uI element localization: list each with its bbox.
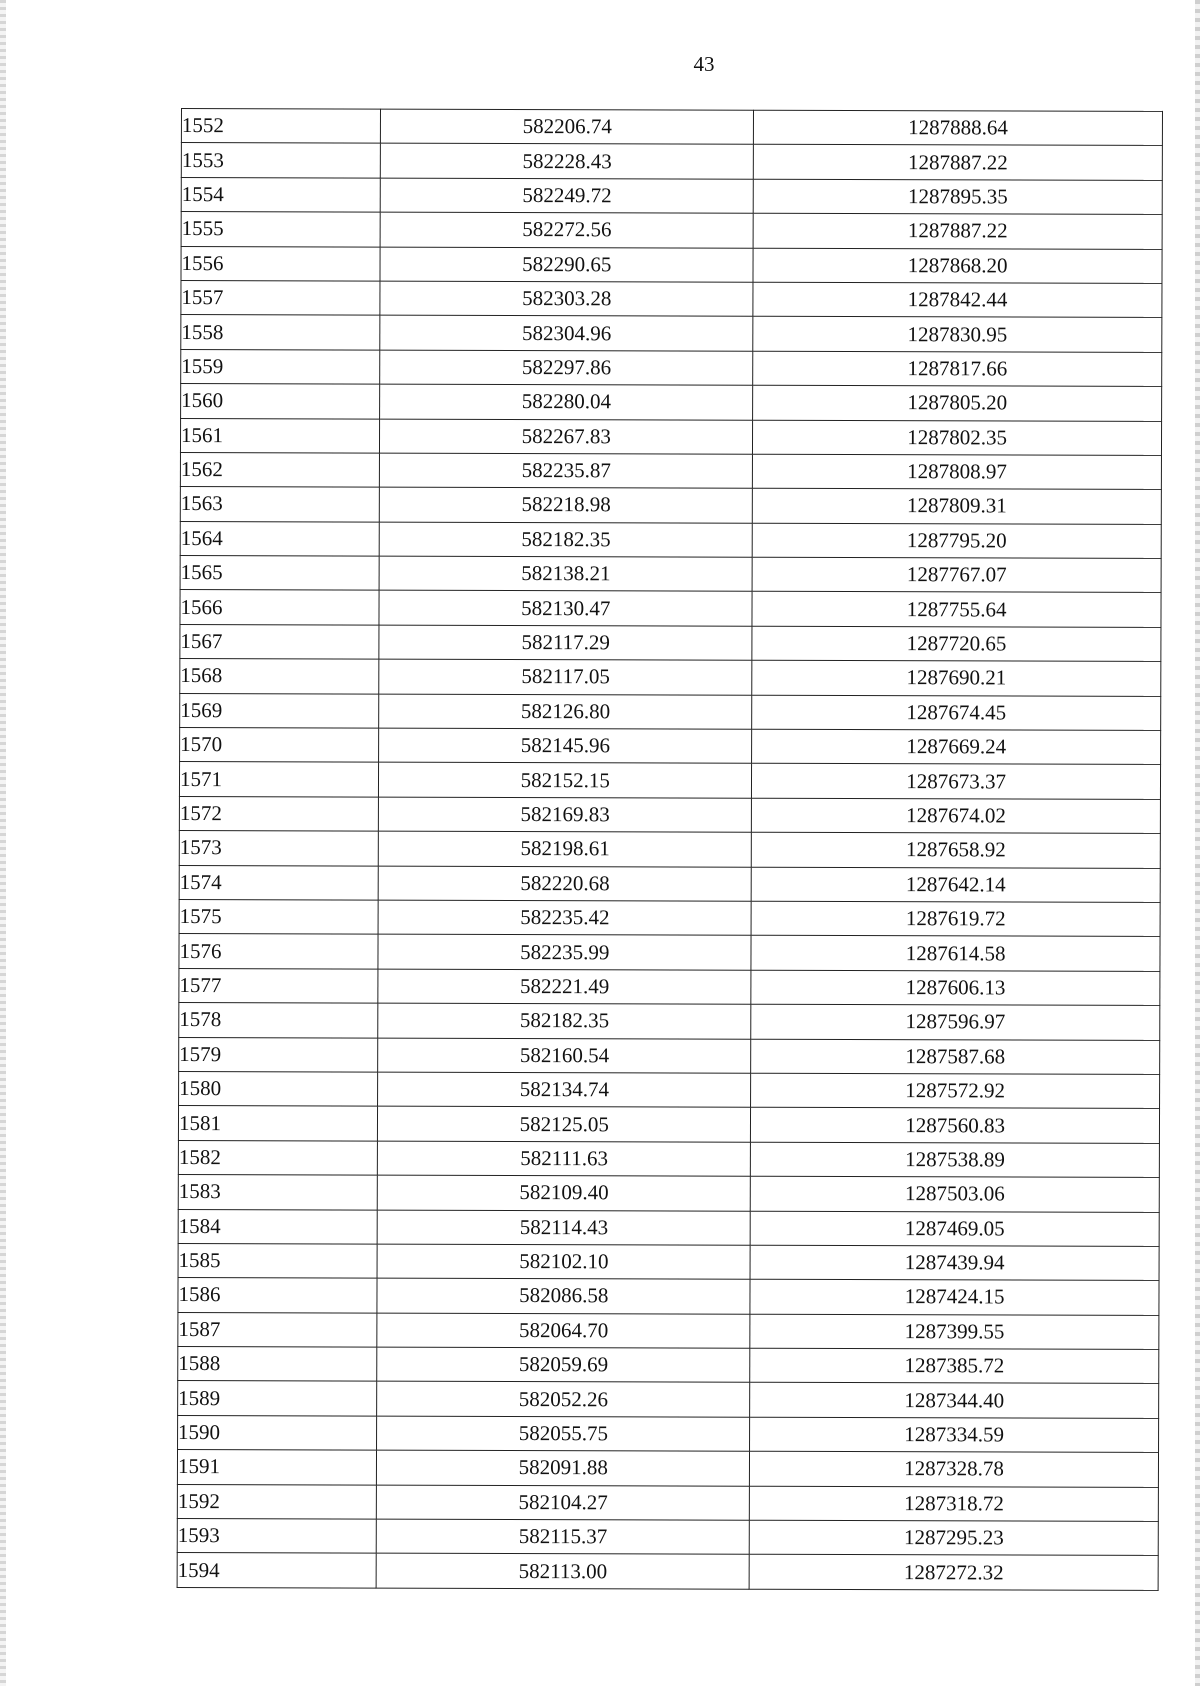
y-coordinate-cell: 1287587.68: [751, 1039, 1160, 1075]
x-coordinate-cell: 582297.86: [380, 350, 753, 385]
table-row: [178, 1312, 1159, 1349]
table-row: [179, 1003, 1160, 1040]
y-coordinate-cell: 1287560.83: [751, 1108, 1160, 1144]
x-coordinate-cell: 582235.87: [380, 453, 753, 488]
x-coordinate-cell: 582126.80: [379, 694, 752, 729]
table-row: [180, 418, 1161, 455]
x-coordinate-cell: 582064.70: [377, 1313, 750, 1348]
x-coordinate-cell: 582235.99: [378, 934, 751, 969]
table-row: [181, 315, 1162, 352]
point-id-cell: 1577: [179, 968, 378, 1003]
table-row: [177, 1450, 1158, 1487]
point-id-cell: 1590: [178, 1415, 377, 1450]
table-row: [178, 1243, 1159, 1280]
table-row: [178, 1209, 1159, 1246]
x-coordinate-cell: 582267.83: [380, 419, 753, 454]
x-coordinate-cell: 582304.96: [380, 315, 753, 350]
y-coordinate-cell: 1287596.97: [751, 1004, 1160, 1040]
point-id-cell: 1573: [179, 831, 378, 866]
y-coordinate-cell: 1287439.94: [750, 1245, 1159, 1281]
table-row: [181, 246, 1162, 283]
point-id-cell: 1571: [179, 762, 378, 797]
point-id-cell: 1564: [180, 521, 379, 556]
coordinates-table: [177, 108, 1163, 1591]
table-row: [178, 1140, 1159, 1177]
y-coordinate-cell: 1287614.58: [751, 936, 1160, 972]
table-row: [180, 487, 1161, 524]
table-row: [178, 1106, 1159, 1143]
point-id-cell: 1562: [180, 452, 379, 487]
x-coordinate-cell: 582198.61: [379, 831, 752, 866]
point-id-cell: 1593: [177, 1519, 376, 1554]
x-coordinate-cell: 582303.28: [380, 281, 753, 316]
x-coordinate-cell: 582109.40: [378, 1175, 751, 1210]
x-coordinate-cell: 582220.68: [379, 866, 752, 901]
table-row: [180, 590, 1161, 627]
x-coordinate-cell: 582086.58: [377, 1278, 750, 1313]
table-row: [181, 384, 1162, 421]
point-id-cell: 1560: [181, 384, 380, 419]
table-row: [178, 1347, 1159, 1384]
coordinates-table-body: [177, 109, 1162, 1591]
point-id-cell: 1570: [180, 728, 379, 763]
y-coordinate-cell: 1287795.20: [752, 523, 1161, 559]
x-coordinate-cell: 582111.63: [378, 1141, 751, 1176]
point-id-cell: 1589: [178, 1381, 377, 1416]
y-coordinate-cell: 1287809.31: [752, 488, 1161, 524]
point-id-cell: 1574: [179, 865, 378, 900]
x-coordinate-cell: 582134.74: [378, 1072, 751, 1107]
point-id-cell: 1591: [177, 1450, 376, 1485]
table-row: [179, 796, 1160, 833]
y-coordinate-cell: 1287767.07: [752, 557, 1161, 593]
y-coordinate-cell: 1287344.40: [750, 1383, 1159, 1419]
y-coordinate-cell: 1287868.20: [753, 248, 1162, 284]
table-row: [181, 143, 1162, 180]
y-coordinate-cell: 1287802.35: [753, 420, 1162, 456]
point-id-cell: 1587: [178, 1312, 377, 1347]
table-row: [180, 693, 1161, 730]
table-row: [179, 865, 1160, 902]
y-coordinate-cell: 1287642.14: [751, 867, 1160, 903]
point-id-cell: 1586: [178, 1278, 377, 1313]
table-row: [178, 1278, 1159, 1315]
y-coordinate-cell: 1287538.89: [751, 1142, 1160, 1178]
x-coordinate-cell: 582182.35: [378, 1003, 751, 1038]
x-coordinate-cell: 582280.04: [380, 384, 753, 419]
y-coordinate-cell: 1287690.21: [752, 660, 1161, 696]
table-row: [181, 177, 1162, 214]
table-row: [180, 728, 1161, 765]
point-id-cell: 1566: [180, 590, 379, 625]
x-coordinate-cell: 582091.88: [377, 1450, 750, 1485]
x-coordinate-cell: 582249.72: [381, 178, 754, 213]
point-id-cell: 1579: [179, 1037, 378, 1072]
point-id-cell: 1578: [179, 1003, 378, 1038]
x-coordinate-cell: 582182.35: [380, 522, 753, 557]
x-coordinate-cell: 582218.98: [380, 487, 753, 522]
table-row: [180, 452, 1161, 489]
point-id-cell: 1592: [177, 1484, 376, 1519]
x-coordinate-cell: 582290.65: [380, 247, 753, 282]
point-id-cell: 1552: [181, 109, 380, 144]
point-id-cell: 1556: [181, 246, 380, 281]
x-coordinate-cell: 582221.49: [378, 969, 751, 1004]
y-coordinate-cell: 1287606.13: [751, 970, 1160, 1006]
y-coordinate-cell: 1287842.44: [753, 282, 1162, 318]
y-coordinate-cell: 1287674.45: [752, 695, 1161, 731]
point-id-cell: 1568: [180, 659, 379, 694]
table-row: [178, 1381, 1159, 1418]
y-coordinate-cell: 1287808.97: [753, 454, 1162, 490]
point-id-cell: 1561: [180, 418, 379, 453]
x-coordinate-cell: 582055.75: [377, 1416, 750, 1451]
y-coordinate-cell: 1287619.72: [751, 901, 1160, 937]
y-coordinate-cell: 1287503.06: [750, 1176, 1159, 1212]
table-row: [177, 1519, 1158, 1556]
x-coordinate-cell: 582145.96: [379, 728, 752, 763]
table-row: [178, 1415, 1159, 1452]
table-row: [181, 349, 1162, 386]
scan-edge-right: [1195, 0, 1200, 1686]
y-coordinate-cell: 1287424.15: [750, 1279, 1159, 1315]
x-coordinate-cell: 582138.21: [379, 556, 752, 591]
y-coordinate-cell: 1287272.32: [749, 1555, 1158, 1591]
x-coordinate-cell: 582059.69: [377, 1347, 750, 1382]
point-id-cell: 1563: [180, 487, 379, 522]
y-coordinate-cell: 1287673.37: [752, 764, 1161, 800]
x-coordinate-cell: 582169.83: [379, 797, 752, 832]
point-id-cell: 1575: [179, 899, 378, 934]
x-coordinate-cell: 582104.27: [377, 1485, 750, 1520]
y-coordinate-cell: 1287887.22: [753, 213, 1162, 249]
table-row: [180, 624, 1161, 661]
point-id-cell: 1585: [178, 1243, 377, 1278]
x-coordinate-cell: 582272.56: [380, 212, 753, 247]
x-coordinate-cell: 582052.26: [377, 1382, 750, 1417]
x-coordinate-cell: 582115.37: [377, 1519, 750, 1554]
table-row: [179, 899, 1160, 936]
point-id-cell: 1558: [181, 315, 380, 350]
x-coordinate-cell: 582130.47: [379, 591, 752, 626]
x-coordinate-cell: 582125.05: [378, 1106, 751, 1141]
y-coordinate-cell: 1287895.35: [753, 179, 1162, 215]
point-id-cell: 1559: [181, 349, 380, 384]
table-row: [178, 1175, 1159, 1212]
x-coordinate-cell: 582235.42: [378, 900, 751, 935]
point-id-cell: 1555: [181, 212, 380, 247]
point-id-cell: 1580: [179, 1071, 378, 1106]
table-row: [179, 1037, 1160, 1074]
y-coordinate-cell: 1287817.66: [753, 351, 1162, 387]
point-id-cell: 1565: [180, 556, 379, 591]
x-coordinate-cell: 582113.00: [376, 1553, 749, 1588]
table-row: [179, 1071, 1160, 1108]
y-coordinate-cell: 1287295.23: [749, 1520, 1158, 1556]
y-coordinate-cell: 1287720.65: [752, 626, 1161, 662]
y-coordinate-cell: 1287674.02: [752, 798, 1161, 834]
y-coordinate-cell: 1287572.92: [751, 1073, 1160, 1109]
y-coordinate-cell: 1287399.55: [750, 1314, 1159, 1350]
y-coordinate-cell: 1287755.64: [752, 592, 1161, 628]
y-coordinate-cell: 1287469.05: [750, 1211, 1159, 1247]
point-id-cell: 1572: [179, 796, 378, 831]
y-coordinate-cell: 1287805.20: [753, 385, 1162, 421]
point-id-cell: 1567: [180, 624, 379, 659]
y-coordinate-cell: 1287887.22: [754, 145, 1163, 181]
y-coordinate-cell: 1287318.72: [750, 1486, 1159, 1522]
y-coordinate-cell: 1287658.92: [751, 832, 1160, 868]
point-id-cell: 1576: [179, 934, 378, 969]
x-coordinate-cell: 582228.43: [381, 143, 754, 178]
x-coordinate-cell: 582152.15: [379, 763, 752, 798]
table-row: [177, 1553, 1158, 1590]
x-coordinate-cell: 582206.74: [381, 109, 754, 144]
y-coordinate-cell: 1287669.24: [752, 729, 1161, 765]
point-id-cell: 1569: [180, 693, 379, 728]
point-id-cell: 1588: [178, 1347, 377, 1382]
table-row: [180, 521, 1161, 558]
point-id-cell: 1581: [178, 1106, 377, 1141]
table-row: [179, 968, 1160, 1005]
table-row: [177, 1484, 1158, 1521]
table-row: [180, 659, 1161, 696]
scan-edge-left: [0, 0, 6, 1686]
table-row: [179, 762, 1160, 799]
table-row: [181, 280, 1162, 317]
x-coordinate-cell: 582102.10: [377, 1244, 750, 1279]
point-id-cell: 1583: [178, 1175, 377, 1210]
point-id-cell: 1582: [178, 1140, 377, 1175]
point-id-cell: 1594: [177, 1553, 376, 1588]
page-number: 43: [693, 52, 715, 76]
point-id-cell: 1557: [181, 280, 380, 315]
table-row: [180, 556, 1161, 593]
y-coordinate-cell: 1287888.64: [754, 110, 1163, 146]
point-id-cell: 1554: [181, 177, 380, 212]
point-id-cell: 1553: [181, 143, 380, 178]
x-coordinate-cell: 582117.05: [379, 659, 752, 694]
table-row: [181, 212, 1162, 249]
table-row: [181, 109, 1162, 146]
point-id-cell: 1584: [178, 1209, 377, 1244]
y-coordinate-cell: 1287334.59: [750, 1417, 1159, 1453]
y-coordinate-cell: 1287328.78: [750, 1451, 1159, 1487]
x-coordinate-cell: 582114.43: [377, 1210, 750, 1245]
table-row: [179, 831, 1160, 868]
table-row: [179, 934, 1160, 971]
y-coordinate-cell: 1287385.72: [750, 1348, 1159, 1384]
x-coordinate-cell: 582160.54: [378, 1038, 751, 1073]
y-coordinate-cell: 1287830.95: [753, 317, 1162, 353]
x-coordinate-cell: 582117.29: [379, 625, 752, 660]
